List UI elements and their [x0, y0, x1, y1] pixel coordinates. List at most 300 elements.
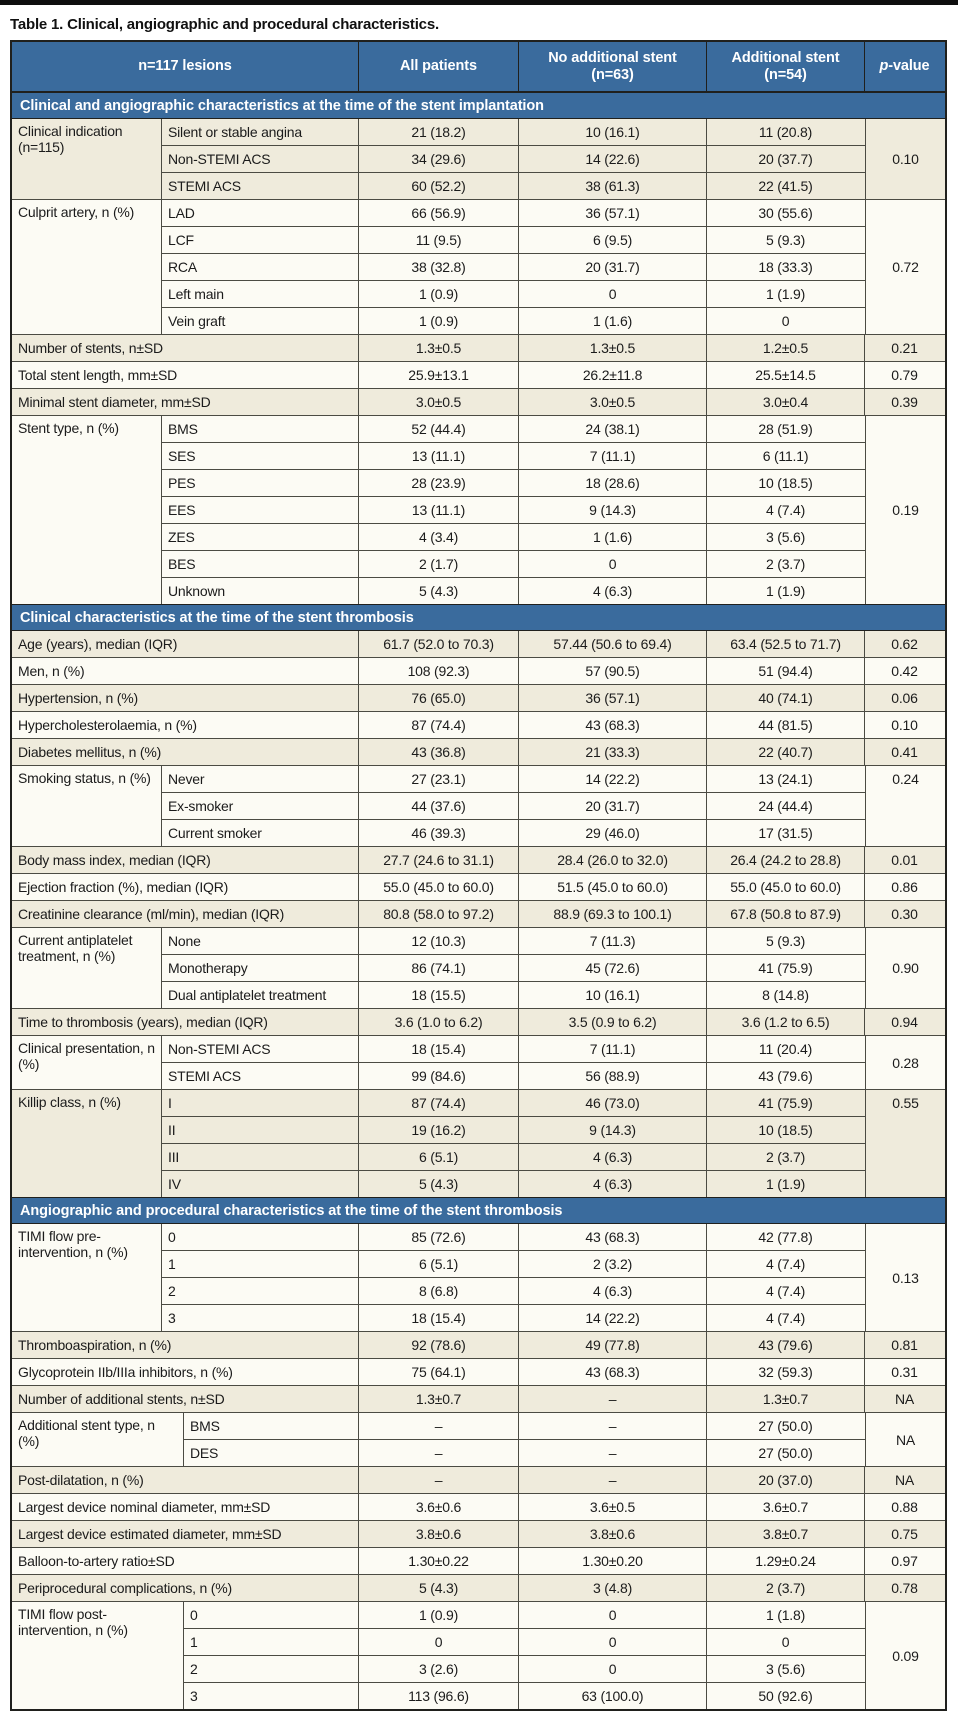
- table-row: [12, 199, 945, 334]
- p-value-cell: NA: [865, 1413, 945, 1466]
- value-cell: 3 (5.6): [706, 1656, 864, 1682]
- sub-row: [161, 1170, 865, 1197]
- sub-row: [161, 416, 865, 442]
- p-value-cell: 0.06: [864, 685, 944, 711]
- value-cell: 20 (31.7): [518, 254, 706, 280]
- row-label: Balloon-to-artery ratio±SD: [18, 1553, 175, 1569]
- value-cell: 22 (41.5): [706, 173, 864, 199]
- value-cell: 1.29±0.24: [706, 1548, 864, 1574]
- row-label: Largest device nominal diameter, mm±SD: [18, 1499, 271, 1515]
- sub-row-label: EES: [161, 497, 358, 523]
- value-cell: 51.5 (45.0 to 60.0): [518, 874, 706, 900]
- value-cell: 87 (74.4): [358, 712, 518, 738]
- value-cell: 7 (11.1): [518, 1036, 706, 1062]
- value-cell: 55.0 (45.0 to 60.0): [358, 874, 518, 900]
- p-value-cell: 0.10: [865, 119, 945, 199]
- value-cell: 28.4 (26.0 to 32.0): [518, 847, 706, 873]
- row-label: Diabetes mellitus, n (%): [18, 744, 162, 760]
- value-cell: 28 (23.9): [358, 470, 518, 496]
- value-cell: 0: [358, 1629, 518, 1655]
- row-label: Total stent length, mm±SD: [18, 367, 178, 383]
- row-group-label: Current antiplatelet treatment, n (%): [18, 932, 133, 964]
- value-cell: 1 (1.6): [518, 308, 706, 334]
- row-group-label: Smoking status, n (%): [18, 770, 151, 786]
- sub-row: [183, 1413, 865, 1439]
- sub-row: [161, 253, 865, 280]
- p-value-cell: 0.30: [864, 901, 944, 927]
- p-value-cell: 0.39: [864, 389, 944, 415]
- value-cell: 21 (33.3): [518, 739, 706, 765]
- sub-row-label: ZES: [161, 524, 358, 550]
- value-cell: 1 (1.8): [706, 1602, 864, 1628]
- value-cell: 9 (14.3): [518, 1117, 706, 1143]
- value-cell: 20 (37.7): [706, 146, 864, 172]
- value-cell: 2 (1.7): [358, 551, 518, 577]
- value-cell: 10 (16.1): [518, 119, 706, 145]
- value-cell: –: [518, 1386, 706, 1412]
- section-header: Angiographic and procedural characteristics at the time of the stent thrombosis: [12, 1197, 945, 1224]
- section-header: Clinical characteristics at the time of the stent thrombosis: [12, 604, 945, 631]
- value-cell: 99 (84.6): [358, 1063, 518, 1089]
- sub-row: [161, 523, 865, 550]
- row-group-label: Stent type, n (%): [18, 420, 119, 436]
- value-cell: 38 (32.8): [358, 254, 518, 280]
- sub-row: [183, 1439, 865, 1466]
- value-cell: 60 (52.2): [358, 173, 518, 199]
- value-cell: 21 (18.2): [358, 119, 518, 145]
- sub-row-label: 3: [161, 1305, 358, 1331]
- sub-row-label: STEMI ACS: [161, 1063, 358, 1089]
- p-value-cell: 0.81: [864, 1332, 944, 1358]
- value-cell: 46 (39.3): [358, 820, 518, 846]
- value-cell: 1.3±0.5: [518, 335, 706, 361]
- sub-rows: [161, 928, 865, 1008]
- header-no-additional-line1: No additional stent: [548, 49, 677, 66]
- value-cell: 4 (7.4): [706, 1278, 864, 1304]
- section-header: Clinical and angiographic characteristics at the time of the stent implantation: [12, 92, 945, 119]
- value-cell: 43 (36.8): [358, 739, 518, 765]
- sub-row-label: 1: [183, 1629, 358, 1655]
- value-cell: 4 (7.4): [706, 1305, 864, 1331]
- sub-row: [161, 819, 865, 846]
- p-value-cell: 0.94: [864, 1009, 944, 1035]
- value-cell: 3.6±0.7: [706, 1494, 864, 1520]
- sub-row-label: Unknown: [161, 578, 358, 604]
- value-cell: 24 (38.1): [518, 416, 706, 442]
- p-value-cell: 0.86: [864, 874, 944, 900]
- p-value-cell: 0.19: [865, 416, 945, 604]
- sub-row-label: Dual antiplatelet treatment: [161, 982, 358, 1008]
- sub-row: [161, 928, 865, 954]
- value-cell: 3 (4.8): [518, 1575, 706, 1601]
- value-cell: 2 (3.2): [518, 1251, 706, 1277]
- header-lesions: [12, 42, 358, 91]
- sub-row: [161, 280, 865, 307]
- value-cell: 63 (100.0): [518, 1683, 706, 1709]
- value-cell: 50 (92.6): [706, 1683, 864, 1709]
- sub-row-label: III: [161, 1144, 358, 1170]
- sub-row-label: 3: [183, 1683, 358, 1709]
- table-row: [12, 1466, 945, 1493]
- value-cell: 8 (14.8): [706, 982, 864, 1008]
- header-no-additional-stent: [518, 42, 706, 91]
- value-cell: 80.8 (58.0 to 97.2): [358, 901, 518, 927]
- value-cell: 3.5 (0.9 to 6.2): [518, 1009, 706, 1035]
- row-label: Hypercholesterolaemia, n (%): [18, 717, 197, 733]
- value-cell: 108 (92.3): [358, 658, 518, 684]
- value-cell: 3.8±0.6: [358, 1521, 518, 1547]
- value-cell: 5 (4.3): [358, 1171, 518, 1197]
- value-cell: 5 (9.3): [706, 928, 864, 954]
- value-cell: 0: [518, 1656, 706, 1682]
- table-row: [12, 1601, 945, 1709]
- sub-row: [161, 1036, 865, 1062]
- header-p-value: [864, 42, 944, 91]
- value-cell: 0: [706, 308, 864, 334]
- value-cell: 1.3±0.7: [358, 1386, 518, 1412]
- sub-rows: [183, 1413, 865, 1466]
- header-additional-line2: (n=54): [764, 66, 807, 83]
- row-group-label: Killip class, n (%): [18, 1094, 121, 1110]
- p-value-cell: 0.78: [864, 1575, 944, 1601]
- value-cell: 1 (1.9): [706, 578, 864, 604]
- p-value-cell: 0.79: [864, 362, 944, 388]
- p-value-cell: 0.31: [864, 1359, 944, 1385]
- table-row: [12, 873, 945, 900]
- table-row: [12, 334, 945, 361]
- value-cell: 26.4 (24.2 to 28.8): [706, 847, 864, 873]
- value-cell: –: [358, 1413, 518, 1439]
- sub-row: [161, 496, 865, 523]
- value-cell: 76 (65.0): [358, 685, 518, 711]
- value-cell: 1 (1.6): [518, 524, 706, 550]
- sub-rows: [161, 200, 865, 334]
- p-value-cell: 0.97: [864, 1548, 944, 1574]
- value-cell: 6 (5.1): [358, 1144, 518, 1170]
- value-cell: 1 (0.9): [358, 281, 518, 307]
- sub-row: [183, 1602, 865, 1628]
- sub-row-label: Monotherapy: [161, 955, 358, 981]
- value-cell: 11 (20.4): [706, 1036, 864, 1062]
- row-label: Men, n (%): [18, 663, 85, 679]
- row-label: Ejection fraction (%), median (IQR): [18, 879, 229, 895]
- sub-rows: [161, 119, 865, 199]
- table-row: [12, 927, 945, 1008]
- p-value-cell: 0.42: [864, 658, 944, 684]
- sub-row: [161, 172, 865, 199]
- sub-row: [161, 307, 865, 334]
- value-cell: 18 (15.5): [358, 982, 518, 1008]
- value-cell: 13 (24.1): [706, 766, 864, 792]
- value-cell: 49 (77.8): [518, 1332, 706, 1358]
- table-row: [12, 361, 945, 388]
- value-cell: 113 (96.6): [358, 1683, 518, 1709]
- value-cell: 1 (1.9): [706, 281, 864, 307]
- value-cell: 36 (57.1): [518, 685, 706, 711]
- value-cell: 92 (78.6): [358, 1332, 518, 1358]
- sub-row-label: II: [161, 1117, 358, 1143]
- value-cell: 87 (74.4): [358, 1090, 518, 1116]
- table-row: [12, 1008, 945, 1035]
- value-cell: –: [358, 1440, 518, 1466]
- value-cell: 55.0 (45.0 to 60.0): [706, 874, 864, 900]
- sub-row: [161, 1224, 865, 1250]
- row-label: Thromboaspiration, n (%): [18, 1337, 172, 1353]
- sub-rows: [161, 1036, 865, 1089]
- sub-row-label: RCA: [161, 254, 358, 280]
- value-cell: 5 (4.3): [358, 1575, 518, 1601]
- table-row: [12, 1224, 945, 1331]
- value-cell: 27 (50.0): [706, 1413, 864, 1439]
- value-cell: 38 (61.3): [518, 173, 706, 199]
- p-value-cell: 0.28: [865, 1036, 945, 1089]
- table-row: [12, 846, 945, 873]
- table-row: [12, 1089, 945, 1197]
- sub-row-label: I: [161, 1090, 358, 1116]
- p-value-cell: 0.24: [865, 766, 945, 846]
- header-all-patients-label: All patients: [400, 58, 477, 74]
- table-row: [12, 1035, 945, 1089]
- sub-row-label: STEMI ACS: [161, 173, 358, 199]
- row-group-label: TIMI flow post-intervention, n (%): [18, 1606, 128, 1638]
- header-p-value-label: [879, 58, 929, 75]
- value-cell: 18 (15.4): [358, 1036, 518, 1062]
- value-cell: 66 (56.9): [358, 200, 518, 226]
- value-cell: 88.9 (69.3 to 100.1): [518, 901, 706, 927]
- table-row: [12, 684, 945, 711]
- value-cell: 46 (73.0): [518, 1090, 706, 1116]
- value-cell: 3 (2.6): [358, 1656, 518, 1682]
- p-value-cell: NA: [864, 1386, 944, 1412]
- value-cell: 41 (75.9): [706, 955, 864, 981]
- value-cell: 52 (44.4): [358, 416, 518, 442]
- p-italic: p: [879, 58, 889, 74]
- value-cell: 6 (11.1): [706, 443, 864, 469]
- row-group-label: Culprit artery, n (%): [18, 204, 135, 220]
- p-value-cell: 0.72: [865, 200, 945, 334]
- value-cell: 0: [518, 1602, 706, 1628]
- value-cell: 6 (5.1): [358, 1251, 518, 1277]
- value-cell: 1 (1.9): [706, 1171, 864, 1197]
- value-cell: 2 (3.7): [706, 1144, 864, 1170]
- value-cell: 20 (31.7): [518, 793, 706, 819]
- sub-row: [161, 200, 865, 226]
- value-cell: 3.6±0.6: [358, 1494, 518, 1520]
- table-row: [12, 631, 945, 657]
- value-cell: 18 (28.6): [518, 470, 706, 496]
- value-cell: 40 (74.1): [706, 685, 864, 711]
- value-cell: 12 (10.3): [358, 928, 518, 954]
- value-cell: 2 (3.7): [706, 1575, 864, 1601]
- sub-rows: [161, 416, 865, 604]
- value-cell: 1 (0.9): [358, 308, 518, 334]
- sub-row-label: 2: [161, 1278, 358, 1304]
- value-cell: 14 (22.2): [518, 766, 706, 792]
- value-cell: 5 (4.3): [358, 578, 518, 604]
- header-additional-stent: [706, 42, 864, 91]
- sub-row-label: BMS: [161, 416, 358, 442]
- sub-row-label: DES: [183, 1440, 358, 1466]
- value-cell: 5 (9.3): [706, 227, 864, 253]
- value-cell: 11 (20.8): [706, 119, 864, 145]
- value-cell: 63.4 (52.5 to 71.7): [706, 631, 864, 657]
- value-cell: 4 (6.3): [518, 1171, 706, 1197]
- value-cell: –: [518, 1413, 706, 1439]
- value-cell: 3.0±0.5: [518, 389, 706, 415]
- sub-row-label: Non-STEMI ACS: [161, 1036, 358, 1062]
- row-group-label: Additional stent type, n (%): [18, 1417, 155, 1449]
- sub-row: [183, 1682, 865, 1709]
- value-cell: 57 (90.5): [518, 658, 706, 684]
- sub-row: [161, 981, 865, 1008]
- value-cell: 86 (74.1): [358, 955, 518, 981]
- value-cell: 3.0±0.4: [706, 389, 864, 415]
- value-cell: 67.8 (50.8 to 87.9): [706, 901, 864, 927]
- sub-row: [161, 1143, 865, 1170]
- sub-row-label: LAD: [161, 200, 358, 226]
- p-value-cell: 0.88: [864, 1494, 944, 1520]
- header-lesions-label: n=117 lesions: [138, 58, 232, 74]
- value-cell: 32 (59.3): [706, 1359, 864, 1385]
- table-row: [12, 657, 945, 684]
- table-title: Table 1. Clinical, angiographic and procedural characteristics.: [10, 16, 439, 33]
- table-row: [12, 1412, 945, 1466]
- value-cell: 3.6 (1.2 to 6.5): [706, 1009, 864, 1035]
- value-cell: 1.30±0.22: [358, 1548, 518, 1574]
- sub-row: [183, 1628, 865, 1655]
- value-cell: 25.9±13.1: [358, 362, 518, 388]
- row-label: Hypertension, n (%): [18, 690, 138, 706]
- value-cell: 17 (31.5): [706, 820, 864, 846]
- value-cell: –: [518, 1467, 706, 1493]
- sub-row: [161, 1062, 865, 1089]
- sub-row: [161, 1250, 865, 1277]
- top-rule: [0, 0, 958, 5]
- value-cell: 27 (23.1): [358, 766, 518, 792]
- value-cell: 3.0±0.5: [358, 389, 518, 415]
- table-row: [12, 900, 945, 927]
- value-cell: 29 (46.0): [518, 820, 706, 846]
- p-value-cell: 0.90: [865, 928, 945, 1008]
- sub-row-label: Left main: [161, 281, 358, 307]
- p-value-cell: 0.62: [864, 631, 944, 657]
- value-cell: 4 (7.4): [706, 1251, 864, 1277]
- sub-row: [161, 792, 865, 819]
- sub-row-label: Never: [161, 766, 358, 792]
- row-label: Time to thrombosis (years), median (IQR): [18, 1014, 268, 1030]
- value-cell: 1.30±0.20: [518, 1548, 706, 1574]
- sub-row: [161, 469, 865, 496]
- value-cell: 44 (81.5): [706, 712, 864, 738]
- table-row: [12, 1574, 945, 1601]
- sub-row: [161, 145, 865, 172]
- table-row: [12, 415, 945, 604]
- sub-rows: [161, 1090, 865, 1197]
- value-cell: 25.5±14.5: [706, 362, 864, 388]
- p-value-cell: 0.21: [864, 335, 944, 361]
- p-value-cell: 0.55: [865, 1090, 945, 1197]
- table-row: [12, 1385, 945, 1412]
- p-value-cell: 0.01: [864, 847, 944, 873]
- value-cell: –: [358, 1467, 518, 1493]
- value-cell: 45 (72.6): [518, 955, 706, 981]
- value-cell: 36 (57.1): [518, 200, 706, 226]
- value-cell: 43 (68.3): [518, 712, 706, 738]
- value-cell: 13 (11.1): [358, 443, 518, 469]
- value-cell: 0: [706, 1629, 864, 1655]
- value-cell: 14 (22.2): [518, 1305, 706, 1331]
- sub-row: [161, 1304, 865, 1331]
- p-value-cell: 0.10: [864, 712, 944, 738]
- value-cell: 4 (3.4): [358, 524, 518, 550]
- value-cell: 4 (6.3): [518, 1278, 706, 1304]
- value-cell: 7 (11.3): [518, 928, 706, 954]
- value-cell: 3 (5.6): [706, 524, 864, 550]
- value-cell: 43 (68.3): [518, 1359, 706, 1385]
- value-cell: 19 (16.2): [358, 1117, 518, 1143]
- sub-row-label: PES: [161, 470, 358, 496]
- sub-row-label: Vein graft: [161, 308, 358, 334]
- value-cell: 43 (68.3): [518, 1224, 706, 1250]
- table-row: [12, 711, 945, 738]
- p-value-cell: 0.09: [865, 1602, 945, 1709]
- table-header-row: [12, 42, 945, 92]
- value-cell: 26.2±11.8: [518, 362, 706, 388]
- value-cell: 0: [518, 1629, 706, 1655]
- value-cell: 0: [518, 551, 706, 577]
- row-label: Minimal stent diameter, mm±SD: [18, 394, 211, 410]
- row-label: Post-dilatation, n (%): [18, 1472, 144, 1488]
- sub-row-label: BES: [161, 551, 358, 577]
- value-cell: 75 (64.1): [358, 1359, 518, 1385]
- value-cell: 3.6±0.5: [518, 1494, 706, 1520]
- value-cell: 6 (9.5): [518, 227, 706, 253]
- p-value-cell: 0.13: [865, 1224, 945, 1331]
- value-cell: 3.8±0.7: [706, 1521, 864, 1547]
- value-cell: 18 (33.3): [706, 254, 864, 280]
- sub-row: [161, 577, 865, 604]
- table-row: [12, 119, 945, 199]
- row-label: Largest device estimated diameter, mm±SD: [18, 1526, 282, 1542]
- row-group-label: Clinical presentation, n (%): [18, 1040, 155, 1072]
- table-row: [12, 1358, 945, 1385]
- sub-row-label: IV: [161, 1171, 358, 1197]
- value-cell: 10 (18.5): [706, 1117, 864, 1143]
- value-cell: 43 (79.6): [706, 1063, 864, 1089]
- value-cell: 22 (40.7): [706, 739, 864, 765]
- row-label: Creatinine clearance (ml/min), median (IQR): [18, 906, 285, 922]
- row-group-label: Clinical indication (n=115): [18, 123, 123, 155]
- value-cell: 27 (50.0): [706, 1440, 864, 1466]
- sub-row-label: LCF: [161, 227, 358, 253]
- table-row: [12, 1520, 945, 1547]
- value-cell: 3.8±0.6: [518, 1521, 706, 1547]
- value-cell: 14 (22.6): [518, 146, 706, 172]
- value-cell: 13 (11.1): [358, 497, 518, 523]
- header-additional-line1: Additional stent: [731, 49, 840, 66]
- value-cell: 30 (55.6): [706, 200, 864, 226]
- sub-row-label: 2: [183, 1656, 358, 1682]
- row-label: Age (years), median (IQR): [18, 636, 178, 652]
- row-label: Periprocedural complications, n (%): [18, 1580, 232, 1596]
- value-cell: 51 (94.4): [706, 658, 864, 684]
- p-value-cell: 0.41: [864, 739, 944, 765]
- value-cell: –: [518, 1440, 706, 1466]
- table-row: [12, 1493, 945, 1520]
- value-cell: 57.44 (50.6 to 69.4): [518, 631, 706, 657]
- sub-rows: [161, 1224, 865, 1331]
- sub-row: [161, 226, 865, 253]
